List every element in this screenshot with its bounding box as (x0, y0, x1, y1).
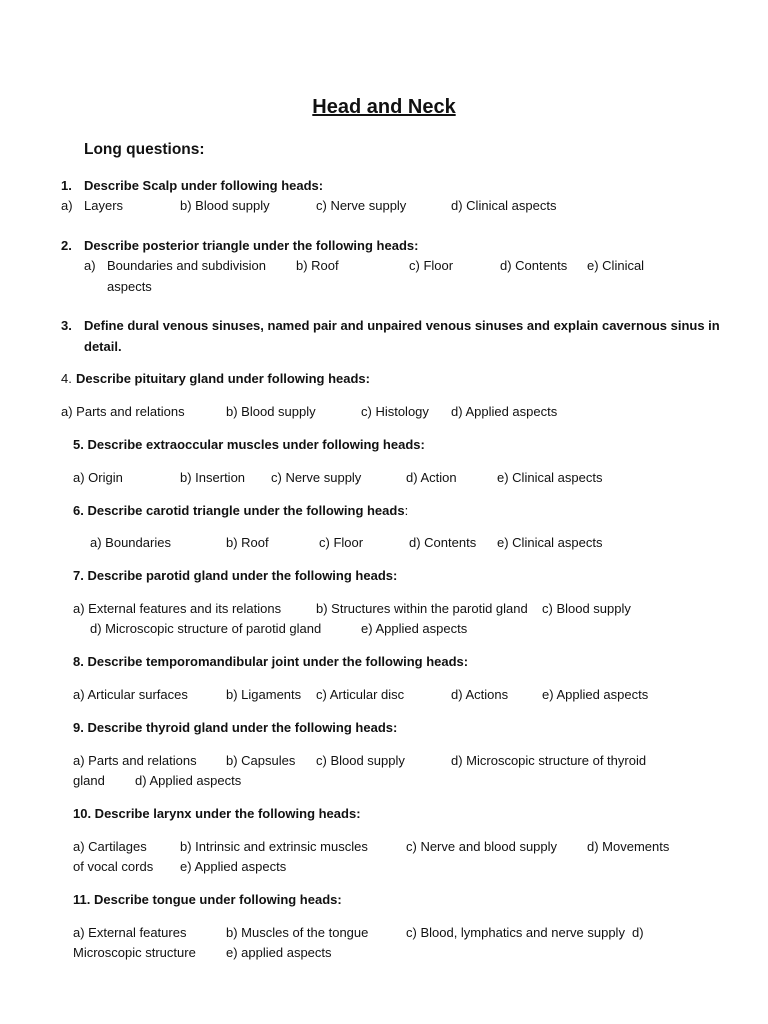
q5-heading: 5. Describe extraoccular muscles under following heads: (73, 437, 425, 452)
q11-option-e: e) applied aspects (226, 945, 332, 960)
q2-option-a-label: a) (84, 258, 96, 273)
q2-option-e: e) Clinical (587, 258, 645, 273)
q10-option-c: c) Nerve and blood supply (406, 839, 558, 854)
q8-option-a: a) Articular surfaces (73, 687, 188, 702)
q5-option-d: d) Action (406, 470, 457, 485)
q2-heading: Describe posterior triangle under the following heads: (84, 238, 419, 253)
q8-option-c: c) Articular disc (316, 687, 405, 702)
q4-option-c: c) Histology (361, 404, 429, 419)
q11-option-d-cont: Microscopic structure (73, 945, 196, 960)
q4-option-d: d) Applied aspects (451, 404, 558, 419)
q10-option-b: b) Intrinsic and extrinsic muscles (180, 839, 368, 854)
q9-option-c: c) Blood supply (316, 753, 405, 768)
q5-option-e: e) Clinical aspects (497, 470, 603, 485)
q2-option-e-cont: aspects (107, 279, 152, 294)
page-title: Head and Neck (312, 96, 456, 118)
q2-option-a: Boundaries and subdivision (107, 258, 266, 273)
q5-option-a: a) Origin (73, 470, 123, 485)
q6-heading-colon: : (404, 503, 409, 518)
q10-option-d-cont: of vocal cords (73, 859, 154, 874)
q1-option-c: c) Nerve supply (316, 198, 407, 213)
q5-option-c: c) Nerve supply (271, 470, 362, 485)
q4-heading: Describe pituitary gland under following heads: (76, 371, 370, 386)
q11-option-b: b) Muscles of the tongue (226, 925, 369, 940)
q10-option-a: a) Cartilages (73, 839, 147, 854)
q6-option-a: a) Boundaries (90, 535, 171, 550)
q1-number: 1. (61, 178, 72, 193)
q11-option-a: a) External features (73, 925, 187, 940)
q7-option-b: b) Structures within the parotid gland (316, 601, 528, 616)
q6-heading-row (73, 503, 408, 518)
q6-option-e: e) Clinical aspects (497, 535, 603, 550)
q9-option-d-cont: gland (73, 773, 105, 788)
q11-option-c: c) Blood, lymphatics and nerve supply (406, 925, 625, 940)
q4-option-b: b) Blood supply (226, 404, 316, 419)
q9-option-b: b) Capsules (226, 753, 296, 768)
q9-heading: 9. Describe thyroid gland under the following heads: (73, 720, 398, 735)
q8-option-b: b) Ligaments (226, 687, 302, 702)
q8-option-d: d) Actions (451, 687, 509, 702)
q9-option-a: a) Parts and relations (73, 753, 197, 768)
q1-heading: Describe Scalp under following heads: (84, 178, 324, 193)
q7-option-d: d) Microscopic structure of parotid gland (90, 621, 322, 636)
q6-option-d: d) Contents (409, 535, 477, 550)
q7-option-c: c) Blood supply (542, 601, 631, 616)
q7-option-e: e) Applied aspects (361, 621, 468, 636)
section-subtitle: Long questions: (84, 141, 205, 158)
q9-option-d: d) Microscopic structure of thyroid (451, 753, 647, 768)
q3-number: 3. (61, 318, 72, 333)
q1-option-b: b) Blood supply (180, 198, 270, 213)
q3-line2: detail. (84, 339, 122, 354)
q4-option-a: a) Parts and relations (61, 404, 185, 419)
q10-heading: 10. Describe larynx under the following heads: (73, 806, 361, 821)
q1-option-a-label: a) (61, 198, 73, 213)
q4-number: 4. (61, 371, 72, 386)
q5-option-b: b) Insertion (180, 470, 246, 485)
q11-heading: 11. Describe tongue under following heads: (73, 892, 342, 907)
q6-heading: 6. Describe carotid triangle under the following heads (73, 503, 405, 518)
q2-option-c: c) Floor (409, 258, 454, 273)
q10-option-d: d) Movements (587, 839, 670, 854)
q10-option-e: e) Applied aspects (180, 859, 287, 874)
q1-option-a: Layers (84, 198, 124, 213)
q9-option-e: d) Applied aspects (135, 773, 242, 788)
q6-option-b: b) Roof (226, 535, 269, 550)
q1-option-d: d) Clinical aspects (451, 198, 557, 213)
q2-option-b: b) Roof (296, 258, 339, 273)
q3-line1: Define dural venous sinuses, named pair and unpaired venous sinuses and explain cavernous sinus in (84, 318, 720, 333)
q2-number: 2. (61, 238, 72, 253)
q2-option-d: d) Contents (500, 258, 568, 273)
q7-heading: 7. Describe parotid gland under the following heads: (73, 568, 398, 583)
q7-option-a: a) External features and its relations (73, 601, 282, 616)
q11-option-d: d) (632, 925, 644, 940)
q8-heading: 8. Describe temporomandibular joint under the following heads: (73, 654, 469, 669)
q8-option-e: e) Applied aspects (542, 687, 649, 702)
q6-option-c: c) Floor (319, 535, 364, 550)
